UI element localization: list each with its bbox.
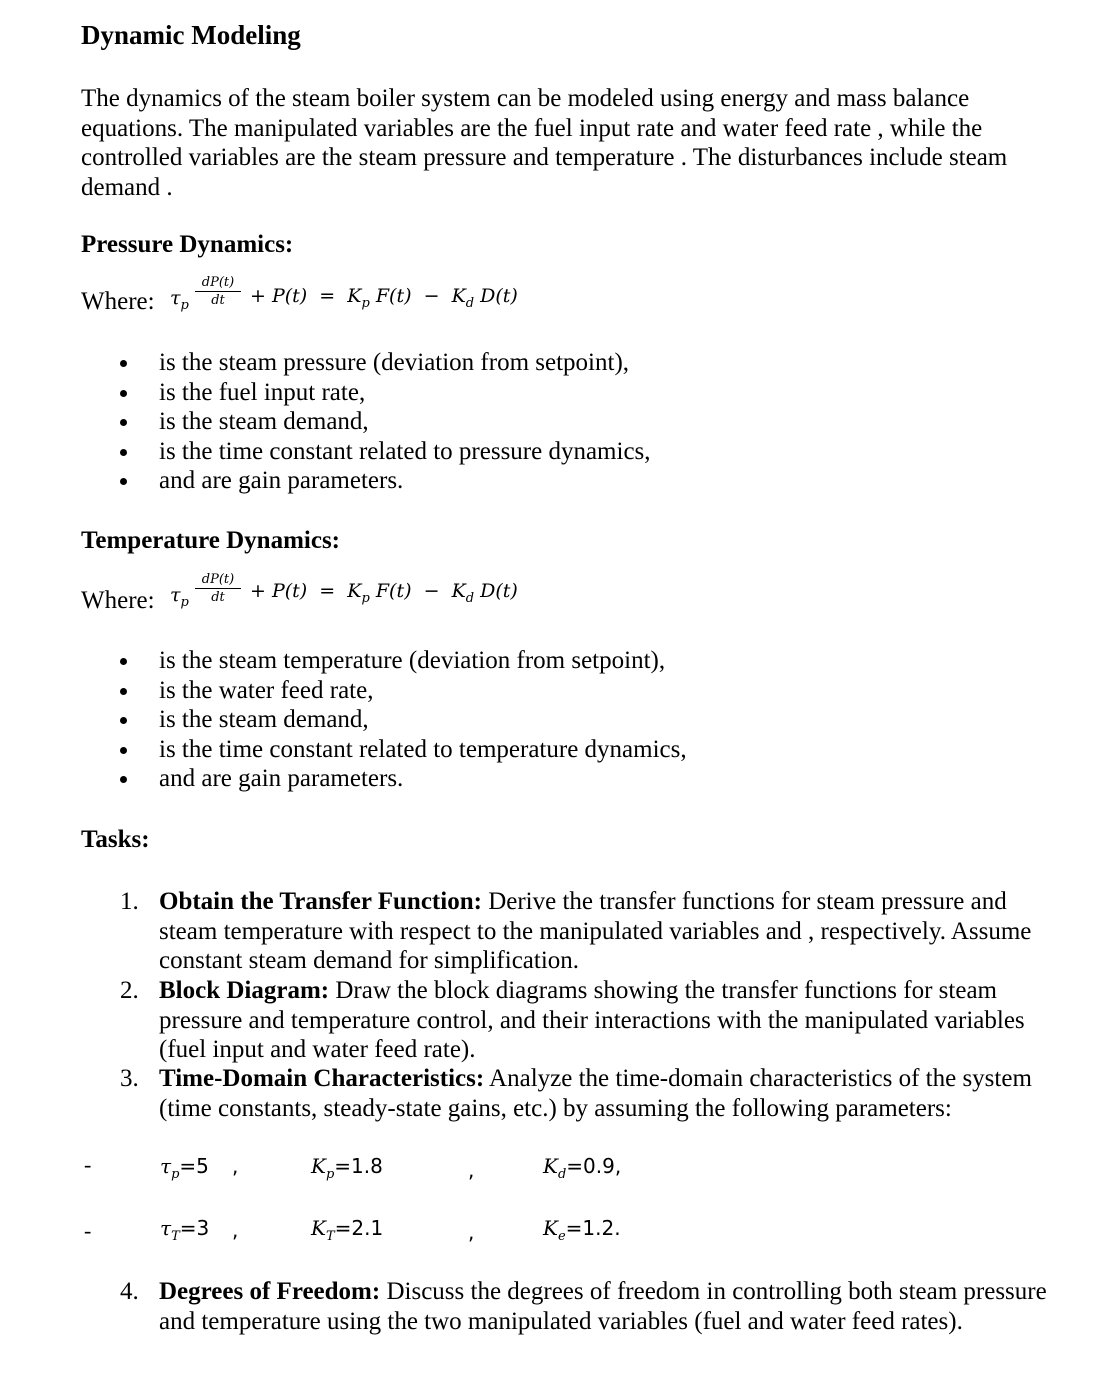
- eq-end: D(t): [474, 580, 518, 602]
- task-title: Obtain the Transfer Function:: [159, 888, 482, 915]
- task-item-4: 4. Degrees of Freedom: Discuss the degrees of freedom in controlling both steam pressure and temperature using the two manipulated variables (fuel and water feed rates).: [120, 1278, 1047, 1335]
- param-comma: ,: [232, 1154, 239, 1178]
- task-number: 4.: [120, 1278, 139, 1305]
- intro-line: The dynamics of the steam boiler system can be modeled using energy and mass balance: [81, 85, 970, 112]
- eq-tau: τ: [170, 287, 181, 309]
- eq-tau-sub: p: [180, 297, 189, 313]
- task-item-2: 2. Block Diagram: Draw the block diagrams showing the transfer functions for steam pressure and temperature control, and their interactions with the manipulated variables (fuel input and water feed rate).: [120, 977, 1025, 1064]
- param-kd: $K_d=0.9$,: [543, 1154, 622, 1182]
- bullet-icon: [120, 747, 127, 754]
- eq-denominator: dt: [211, 590, 225, 605]
- task-title: Degrees of Freedom:: [159, 1278, 381, 1305]
- eq-kd-sub: d: [465, 295, 475, 311]
- bullet-icon: [120, 419, 127, 426]
- eq-tau: τ: [170, 584, 181, 606]
- bullet-icon: [120, 717, 127, 724]
- eq-numerator: dP(t): [201, 275, 235, 290]
- dash-marker: -: [84, 1152, 92, 1177]
- task-title: Block Diagram:: [159, 977, 330, 1004]
- eq-kd-sub: d: [465, 590, 475, 606]
- intro-line: controlled variables are the steam pressure and temperature . The disturbances include steam: [81, 144, 1008, 172]
- eq-rest: + P(t) = K: [250, 580, 362, 602]
- bullet-icon: [120, 360, 127, 367]
- eq-mid: F(t) − K: [369, 285, 466, 307]
- task-number: 2.: [120, 977, 139, 1004]
- eq-fraction: [195, 572, 241, 605]
- eq-k-sub: p: [361, 295, 370, 311]
- eq-k-sub: p: [361, 590, 370, 606]
- eq-fraction: [195, 275, 241, 308]
- param-tau: $\tau_p=5$: [160, 1154, 209, 1182]
- param-k: $K_p=1.8$: [311, 1154, 383, 1182]
- param-kd: $K_e=1.2$.: [543, 1216, 621, 1244]
- tasks-heading: Tasks:: [81, 826, 150, 853]
- intro-line: equations. The manipulated variables are the fuel input rate and water feed rate , while the: [81, 114, 983, 142]
- task-number: 3.: [120, 1065, 139, 1092]
- task-item-3: 3. Time-Domain Characteristics: Analyze the time-domain characteristics of the system (time constants, steady-state gains, etc.) by assuming the following parameters:: [120, 1065, 1032, 1122]
- pressure-heading: Pressure Dynamics:: [81, 231, 294, 258]
- param-comma: ,: [232, 1218, 239, 1242]
- intro-line: demand .: [81, 173, 173, 201]
- bullet-icon: [120, 449, 127, 456]
- intro-paragraph: [81, 84, 1066, 202]
- eq-tau-sub: p: [180, 594, 189, 610]
- eq-end: D(t): [474, 285, 518, 307]
- temperature-heading: Temperature Dynamics:: [81, 527, 340, 554]
- dash-marker: -: [84, 1218, 92, 1243]
- bullet-icon: [120, 776, 127, 783]
- eq-mid: F(t) − K: [369, 580, 466, 602]
- temperature-where-label: Where:: [81, 587, 155, 614]
- eq-rest: + P(t) = K: [250, 285, 362, 307]
- task-title: Time-Domain Characteristics:: [159, 1065, 485, 1092]
- page-title: Dynamic Modeling: [81, 20, 301, 50]
- param-comma: ,: [468, 1158, 475, 1182]
- eq-numerator: dP(t): [201, 572, 235, 587]
- bullet-icon: [120, 390, 127, 397]
- bullet-icon: [120, 658, 127, 665]
- task-item-1: 1. Obtain the Transfer Function: Derive the transfer functions for steam pressure and steam temperature with respect to the manipulated variables and , respectively. Assume constant steam demand for simplification.: [120, 888, 1032, 975]
- bullet-icon: [120, 688, 127, 695]
- param-comma: ,: [468, 1220, 475, 1244]
- bullet-icon: [120, 478, 127, 485]
- param-tau: $\tau_T=3$: [160, 1216, 210, 1244]
- pressure-where-label: Where:: [81, 288, 155, 315]
- eq-denominator: dt: [211, 293, 225, 308]
- task-number: 1.: [120, 888, 139, 915]
- param-k: $K_T=2.1$: [311, 1216, 384, 1244]
